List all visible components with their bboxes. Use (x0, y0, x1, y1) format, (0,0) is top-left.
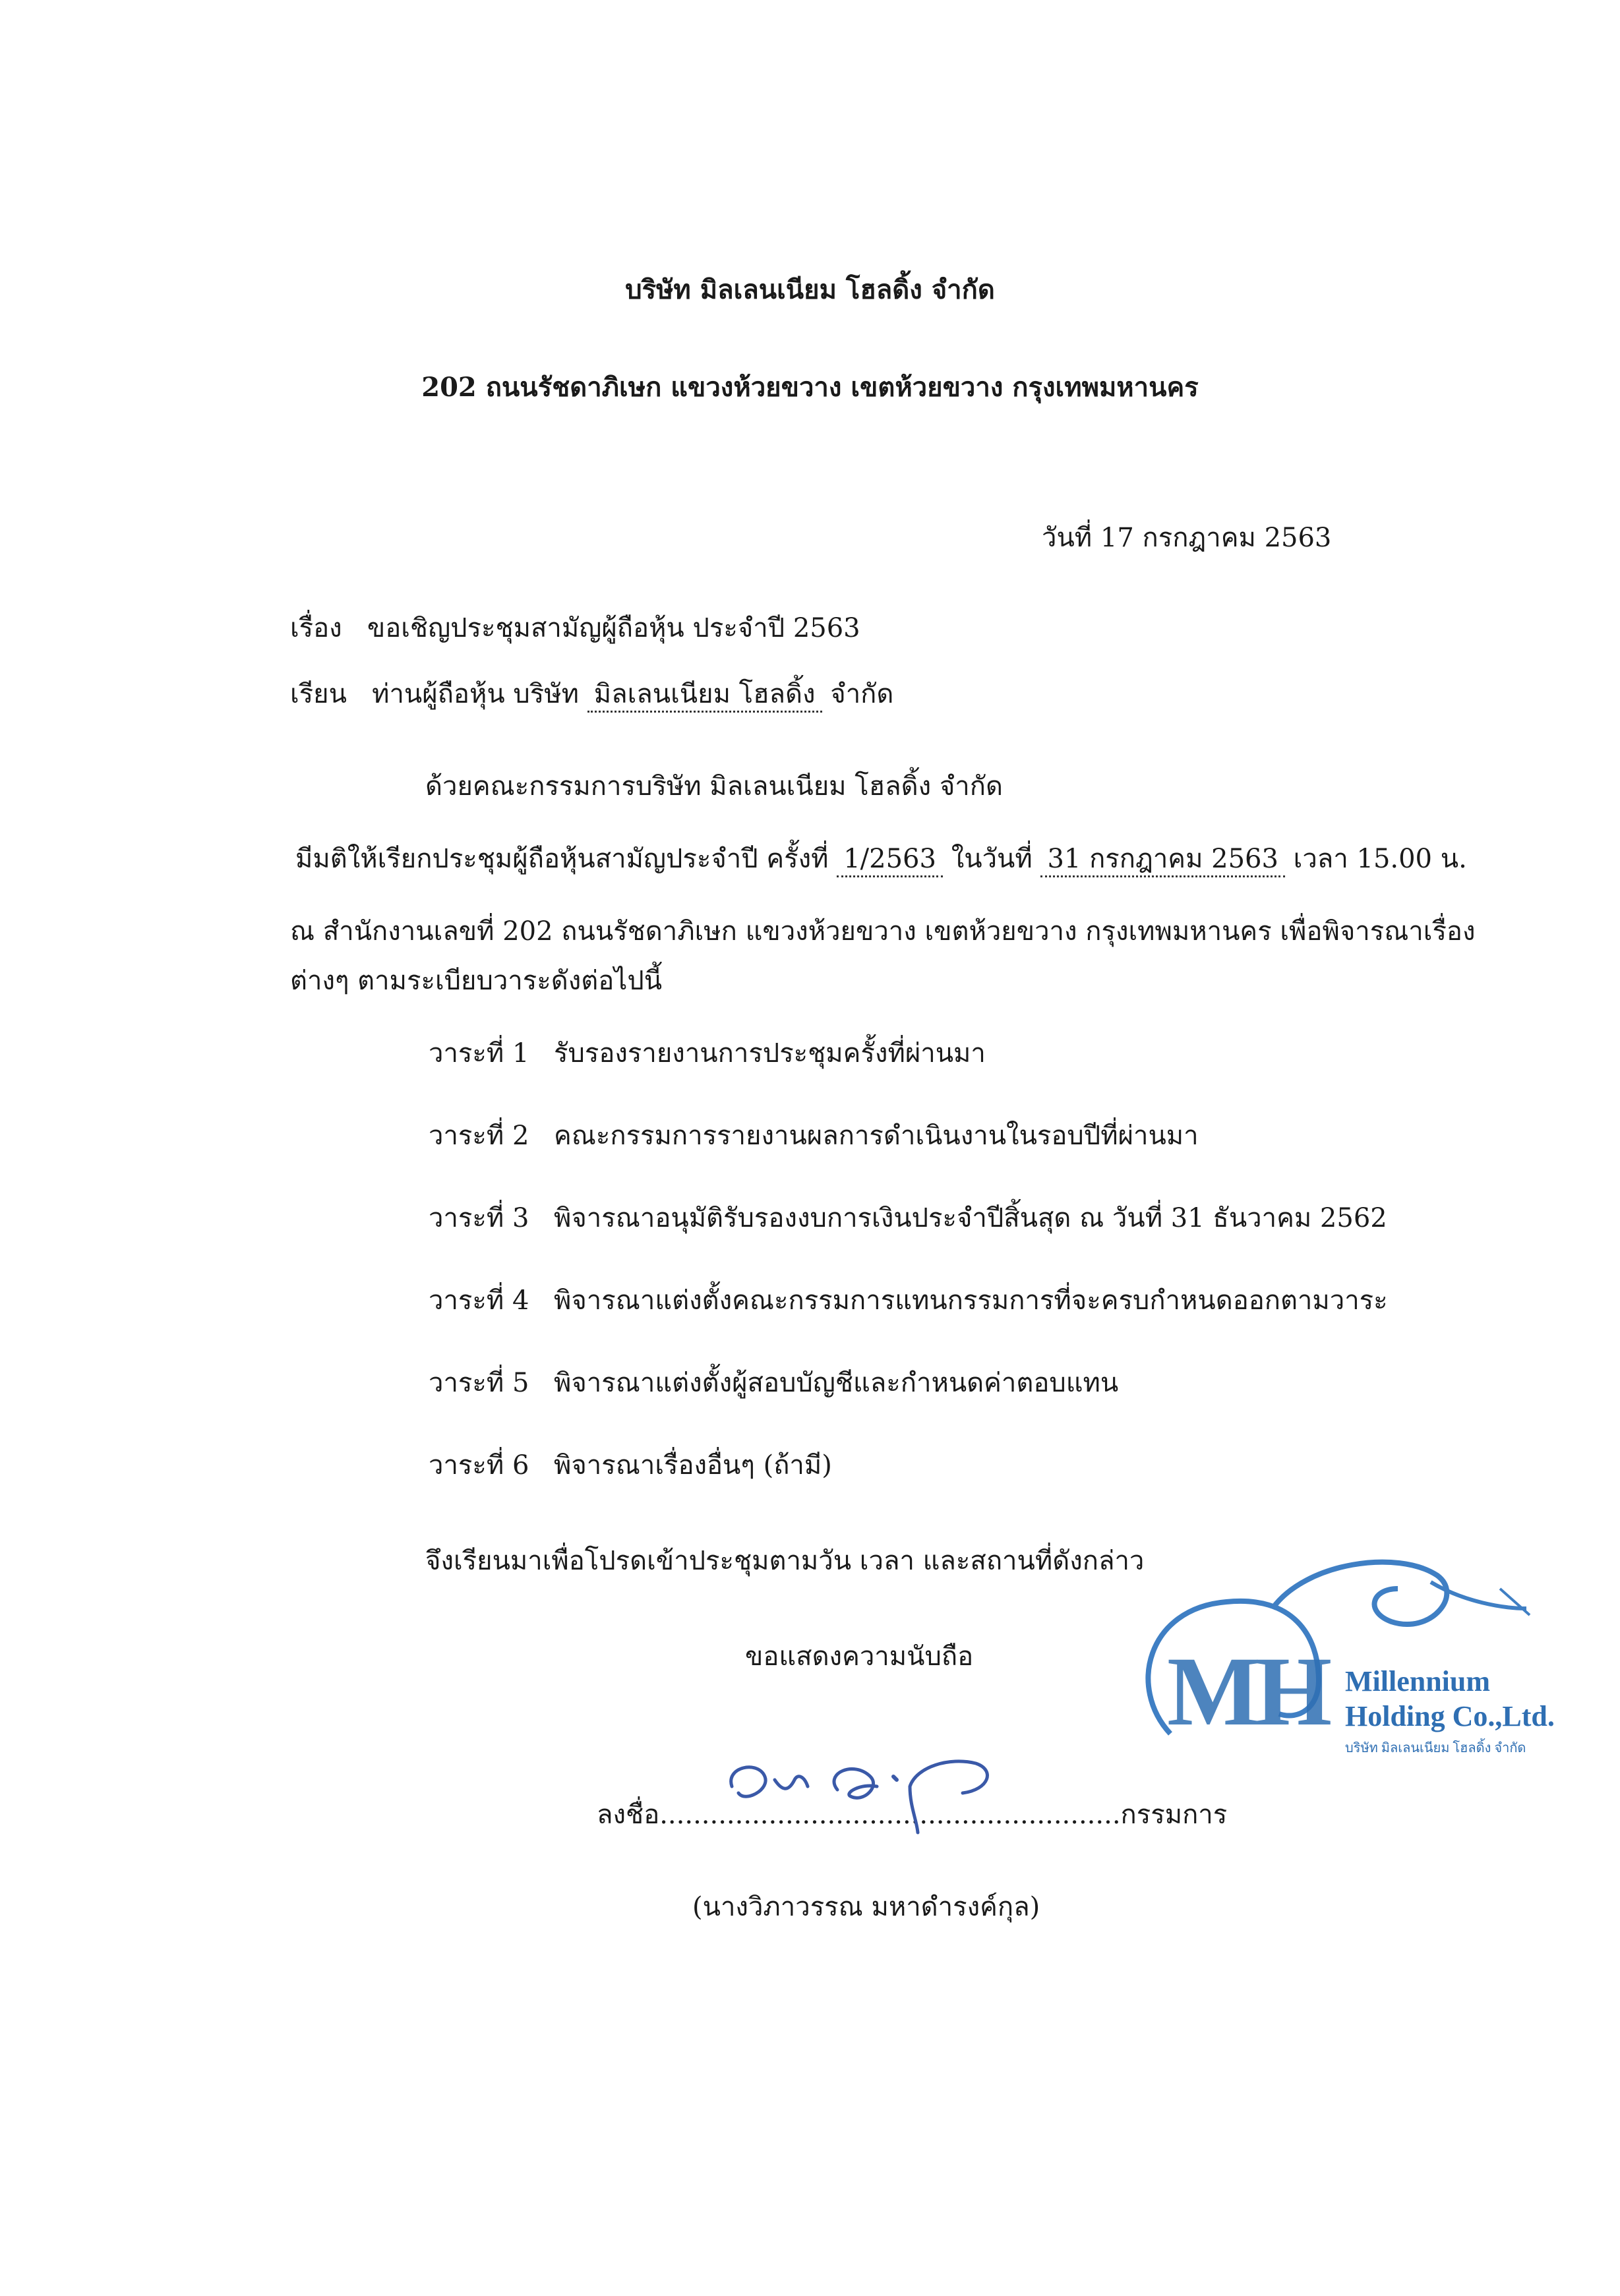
subject-label: เรื่อง (290, 613, 342, 643)
recipient-suffix: จำกัด (830, 679, 894, 709)
agenda-label: วาระที่ 3 (429, 1203, 529, 1233)
agenda-text: พิจารณาอนุมัติรับรองงบการเงินประจำปีสิ้นสุด ณ วันที่ 31 ธันวาคม 2562 (554, 1203, 1387, 1233)
date-value: 17 กรกฎาคม 2563 (1100, 523, 1332, 553)
agenda-item (429, 1447, 832, 1484)
agenda-item (429, 1282, 1388, 1319)
agenda-text: พิจารณาแต่งตั้งคณะกรรมการแทนกรรมการที่จะครบกำหนดออกตามวาระ (554, 1285, 1388, 1316)
regards: ขอแสดงความนับถือ (745, 1641, 974, 1672)
stamp-line-1: Millennium (1345, 1665, 1491, 1697)
body-line-4: ต่างๆ ตามระเบียบวาระดังต่อไปนี้ (290, 966, 663, 996)
signature-label: ลงชื่อ.......................................................กรรมการ (597, 1800, 1228, 1830)
subject-line (290, 610, 860, 647)
date-label: วันที่ (1042, 523, 1093, 553)
stamp-line-3: บริษัท มิลเลนเนียม โฮลดิ้ง จำกัด (1345, 1741, 1526, 1755)
company-name: บริษัท มิลเลนเนียม โฮลดิ้ง จำกัด (625, 274, 995, 305)
agenda-text: พิจารณาแต่งตั้งผู้สอบบัญชีและกำหนดค่าตอบแทน (554, 1368, 1119, 1398)
closing-line: จึงเรียนมาเพื่อโปรดเข้าประชุมตามวัน เวลา และสถานที่ดังกล่าว (425, 1546, 1145, 1576)
agenda-text: คณะกรรมการรายงานผลการดำเนินงานในรอบปีที่ผ่านมา (554, 1121, 1199, 1151)
recipient-label: เรียน (290, 679, 347, 709)
recipient-prefix: ท่านผู้ถือหุ้น บริษัท (372, 679, 579, 709)
body-line-2a: มีมติให้เรียกประชุมผู้ถือหุ้นสามัญประจำปี ครั้งที่ (295, 844, 829, 874)
signer-name: (นางวิภาวรรณ มหาดำรงค์กุล) (692, 1892, 1040, 1922)
agenda-text: รับรองรายงานการประชุมครั้งที่ผ่านมา (554, 1038, 986, 1069)
body-line-2b: ในวันที่ (951, 844, 1033, 874)
agenda-item (429, 1117, 1199, 1154)
meeting-date: 31 กรกฎาคม 2563 (1040, 842, 1285, 877)
agenda-label: วาระที่ 5 (429, 1368, 529, 1398)
agenda-label: วาระที่ 6 (429, 1450, 529, 1481)
agenda-label: วาระที่ 2 (429, 1121, 529, 1151)
company-stamp (1121, 1536, 1555, 1786)
recipient-company: มิลเลนเนียม โฮลดิ้ง (587, 678, 822, 713)
handwritten-signature (712, 1740, 1029, 1839)
meeting-number: 1/2563 (837, 842, 943, 877)
stamp-monogram: MH (1167, 1637, 1327, 1746)
company-address: 202 ถนนรัชดาภิเษก แขวงห้วยขวาง เขตห้วยขวาง กรุงเทพมหานคร (421, 372, 1199, 403)
agenda-item (429, 1035, 986, 1072)
body-line-3: ณ สำนักงานเลขที่ 202 ถนนรัชดาภิเษก แขวงห้วยขวาง เขตห้วยขวาง กรุงเทพมหานคร เพื่อพิจารณาเรื่อง (290, 916, 1476, 947)
letter-date (1042, 519, 1331, 556)
body-line-2c: เวลา 15.00 น. (1293, 844, 1467, 874)
agenda-label: วาระที่ 1 (429, 1038, 529, 1069)
agenda-item (429, 1365, 1118, 1401)
body-line-2 (295, 840, 1467, 877)
stamp-line-2: Holding Co.,Ltd. (1345, 1700, 1555, 1732)
subject-text: ขอเชิญประชุมสามัญผู้ถือหุ้น ประจำปี 2563 (367, 613, 860, 643)
body-line-1: ด้วยคณะกรรมการบริษัท มิลเลนเนียม โฮลดิ้ง จำกัด (425, 771, 1003, 802)
agenda-label: วาระที่ 4 (429, 1285, 529, 1316)
recipient-line (290, 676, 893, 713)
agenda-text: พิจารณาเรื่องอื่นๆ (ถ้ามี) (554, 1450, 832, 1481)
agenda-item (429, 1200, 1387, 1237)
